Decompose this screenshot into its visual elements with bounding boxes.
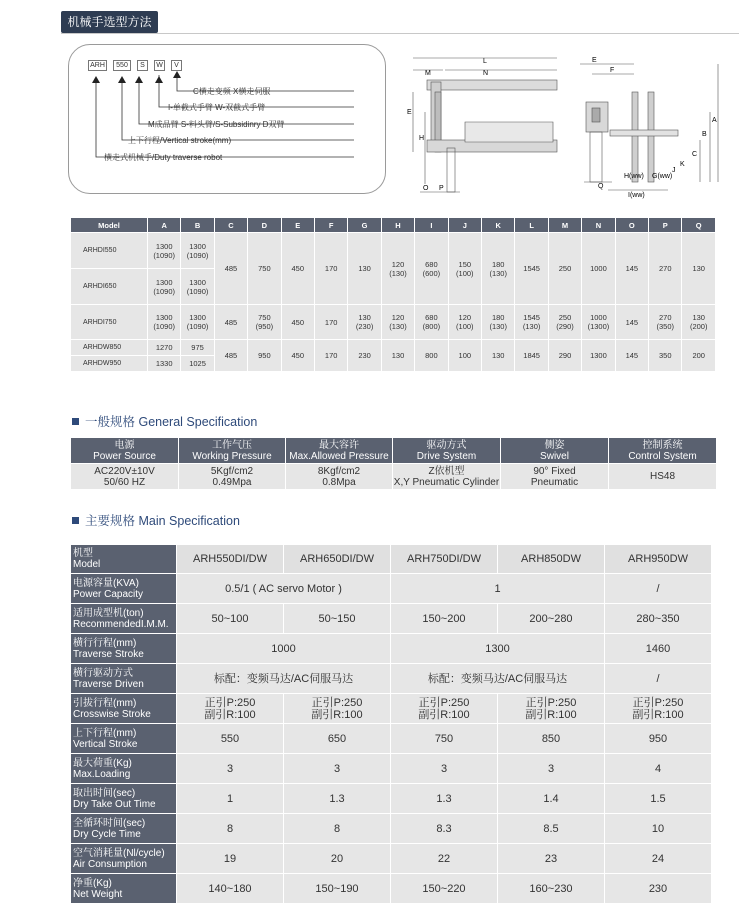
spec-cell: 1 bbox=[177, 784, 284, 814]
general-spec-title bbox=[72, 412, 257, 430]
spec-cell: 850 bbox=[498, 724, 605, 754]
dim-label-I: I(ww) bbox=[628, 192, 645, 199]
dim-cell: 130 bbox=[381, 340, 414, 372]
dim-cell: 270 bbox=[649, 233, 682, 305]
dim-label-M: M bbox=[425, 70, 431, 77]
dim-cell: 1300 (1090) bbox=[147, 305, 180, 340]
code-note-arm-stage: I-单截式手臂 W-双截式手臂 bbox=[168, 103, 266, 112]
table-row bbox=[71, 694, 712, 724]
bullet-square-icon bbox=[72, 517, 79, 524]
col-header: I bbox=[415, 218, 448, 233]
col-header: 驱动方式 Drive System bbox=[393, 438, 501, 464]
col-header: E bbox=[281, 218, 314, 233]
dim-cell: 145 bbox=[615, 340, 648, 372]
dim-label-H: H bbox=[419, 135, 425, 142]
code-note-arm-type: M成品臂 S-料头臂/S-Subsidinry D双臂 bbox=[148, 120, 285, 129]
model-cell: ARHDI750 bbox=[71, 305, 148, 340]
col-header: M bbox=[548, 218, 581, 233]
dim-cell: 100 bbox=[448, 340, 481, 372]
dim-cell: 485 bbox=[214, 233, 247, 305]
spec-cell: 1.3 bbox=[284, 784, 391, 814]
dim-cell: 1000 (1300) bbox=[582, 305, 615, 340]
spec-cell: 4 bbox=[605, 754, 712, 784]
dim-cell: 250 (290) bbox=[548, 305, 581, 340]
model-header: ARH850DW bbox=[498, 545, 605, 574]
spec-cell: 8Kgf/cm2 0.8Mpa bbox=[286, 464, 393, 490]
dim-cell: 450 bbox=[281, 340, 314, 372]
dim-cell: 1270 bbox=[147, 340, 180, 356]
spec-cell: 50~100 bbox=[177, 604, 284, 634]
col-header: N bbox=[582, 218, 615, 233]
spec-cell: 正引P:250 副引R:100 bbox=[391, 694, 498, 724]
spec-cell: 1.5 bbox=[605, 784, 712, 814]
dim-cell: 130 (230) bbox=[348, 305, 381, 340]
spec-cell: 160~230 bbox=[498, 874, 605, 904]
row-label: 横行行程(mm) Traverse Stroke bbox=[71, 634, 177, 664]
arrow-3 bbox=[135, 76, 143, 83]
table-row bbox=[71, 305, 716, 340]
spec-cell: 1.3 bbox=[391, 784, 498, 814]
table-row bbox=[71, 814, 712, 844]
spec-cell: 24 bbox=[605, 844, 712, 874]
col-header: 侧姿 Swivel bbox=[501, 438, 609, 464]
code-chip-drive: V bbox=[171, 60, 182, 71]
spec-cell: 20 bbox=[284, 844, 391, 874]
dim-label-K: K bbox=[680, 161, 685, 168]
col-header: C bbox=[214, 218, 247, 233]
row-label: 取出时间(sec) Dry Take Out Time bbox=[71, 784, 177, 814]
spec-cell: 标配：变频马达/AC伺服马达 bbox=[177, 664, 391, 694]
spec-cell: 正引P:250 副引R:100 bbox=[177, 694, 284, 724]
row-label: 空气消耗量(Nl/cycle) Air Consumption bbox=[71, 844, 177, 874]
dim-cell: 975 bbox=[181, 340, 214, 356]
arrow-5 bbox=[92, 76, 100, 83]
dim-cell: 270 (350) bbox=[649, 305, 682, 340]
table-row bbox=[71, 634, 712, 664]
spec-cell: 1300 bbox=[391, 634, 605, 664]
spec-cell: 正引P:250 副引R:100 bbox=[605, 694, 712, 724]
dim-label-E2: E bbox=[592, 57, 597, 64]
dim-cell: 680 (600) bbox=[415, 233, 448, 305]
spec-cell: 3 bbox=[391, 754, 498, 784]
spec-cell: Z依机型 X,Y Pneumatic Cylinder bbox=[393, 465, 500, 488]
main-spec-title-text: 主要规格 Main Specification bbox=[85, 514, 240, 528]
spec-cell: 5Kgf/cm2 0.49Mpa bbox=[179, 464, 286, 490]
dim-cell: 180 (130) bbox=[482, 305, 515, 340]
code-chip-arm: S bbox=[137, 60, 148, 71]
dim-cell: 230 bbox=[348, 340, 381, 372]
code-note-robot-type: 横走式机械手/Duty traverse robot bbox=[104, 153, 223, 162]
spec-cell: 10 bbox=[605, 814, 712, 844]
model-cell: ARHDW950 bbox=[71, 356, 148, 372]
spec-cell: / bbox=[605, 664, 712, 694]
dim-label-P: P bbox=[439, 185, 444, 192]
arrow-2 bbox=[155, 76, 163, 83]
spec-cell: 150~220 bbox=[391, 874, 498, 904]
arrow-4 bbox=[118, 76, 126, 83]
spec-cell: / bbox=[605, 574, 712, 604]
robot-side-view-drawing bbox=[572, 52, 722, 200]
bullet-square-icon bbox=[72, 418, 79, 425]
col-header: O bbox=[615, 218, 648, 233]
dim-cell: 1300 (1090) bbox=[147, 269, 180, 305]
spec-cell: 19 bbox=[177, 844, 284, 874]
dim-label-B: B bbox=[702, 131, 707, 138]
dim-cell: 1300 (1090) bbox=[181, 269, 214, 305]
spec-cell: 正引P:250 副引R:100 bbox=[284, 694, 391, 724]
dim-cell: 170 bbox=[314, 305, 347, 340]
dim-cell: 1545 bbox=[515, 233, 548, 305]
code-note-traverse-drive: C横走变频 X横走伺服 bbox=[193, 87, 271, 96]
dim-cell: 120 (100) bbox=[448, 305, 481, 340]
dim-cell: 450 bbox=[281, 305, 314, 340]
spec-cell: 140~180 bbox=[177, 874, 284, 904]
dim-cell: 130 bbox=[682, 233, 716, 305]
col-header: P bbox=[649, 218, 682, 233]
dimension-table bbox=[70, 217, 716, 372]
dimension-table-header bbox=[71, 218, 716, 233]
table-row bbox=[71, 874, 712, 904]
col-header: 工作气压 Working Pressure bbox=[179, 438, 286, 464]
col-header: Model bbox=[71, 218, 148, 233]
dim-cell: 485 bbox=[214, 305, 247, 340]
dim-label-N: N bbox=[483, 70, 489, 77]
spec-cell: HS48 bbox=[609, 464, 717, 490]
dim-label-H2: H(ww) bbox=[624, 173, 644, 180]
dim-cell: 170 bbox=[314, 233, 347, 305]
col-header: L bbox=[515, 218, 548, 233]
header-divider bbox=[61, 33, 739, 34]
model-header: ARH750DI/DW bbox=[391, 545, 498, 574]
table-row bbox=[71, 754, 712, 784]
dim-label-E: E bbox=[407, 109, 412, 116]
dim-cell: 130 bbox=[482, 340, 515, 372]
dim-cell: 145 bbox=[615, 305, 648, 340]
dim-label-L: L bbox=[483, 58, 487, 65]
dim-cell: 180 (130) bbox=[482, 233, 515, 305]
arrow-1 bbox=[173, 71, 181, 78]
model-cell: ARHDI650 bbox=[71, 269, 148, 305]
dim-cell: 170 bbox=[314, 340, 347, 372]
row-label: 全循环时间(sec) Dry Cycle Time bbox=[71, 814, 177, 844]
dim-label-F: F bbox=[610, 67, 615, 74]
col-header: H bbox=[381, 218, 414, 233]
col-header: 电源 Power Source bbox=[71, 438, 179, 464]
spec-cell: 950 bbox=[605, 724, 712, 754]
spec-cell: 3 bbox=[177, 754, 284, 784]
table-row bbox=[71, 604, 712, 634]
dim-cell: 130 bbox=[348, 233, 381, 305]
table-row bbox=[71, 724, 712, 754]
dim-label-A: A bbox=[712, 117, 717, 124]
spec-cell: 90° Fixed Pneumatic bbox=[501, 464, 609, 490]
main-spec-header bbox=[71, 545, 712, 574]
dim-cell: 485 bbox=[214, 340, 247, 372]
dim-cell: 680 (800) bbox=[415, 305, 448, 340]
dim-cell: 350 bbox=[649, 340, 682, 372]
col-header: D bbox=[248, 218, 281, 233]
spec-cell: 1 bbox=[391, 574, 605, 604]
section-tab-selection-method: 机械手选型方法 bbox=[61, 11, 158, 33]
spec-cell: 150~190 bbox=[284, 874, 391, 904]
col-header: B bbox=[181, 218, 214, 233]
row-label: 横行驱动方式 Traverse Driven bbox=[71, 664, 177, 694]
row-label: 电源容量(KVA) Power Capacity bbox=[71, 574, 177, 604]
dim-cell: 1545 (130) bbox=[515, 305, 548, 340]
col-header: F bbox=[314, 218, 347, 233]
dim-cell: 290 bbox=[548, 340, 581, 372]
main-spec-table bbox=[70, 544, 712, 904]
dim-cell: 450 bbox=[281, 233, 314, 305]
dim-label-C: C bbox=[692, 151, 698, 158]
dim-cell: 1000 bbox=[582, 233, 615, 305]
model-header: ARH950DW bbox=[605, 545, 712, 574]
dim-cell: 250 bbox=[548, 233, 581, 305]
col-header: A bbox=[147, 218, 180, 233]
dim-label-J: J bbox=[672, 167, 676, 174]
general-spec-table bbox=[70, 437, 717, 490]
dim-cell: 1330 bbox=[147, 356, 180, 372]
spec-cell: 750 bbox=[391, 724, 498, 754]
spec-cell: 8.3 bbox=[391, 814, 498, 844]
dim-cell: 120 (130) bbox=[381, 233, 414, 305]
dim-cell: 1845 bbox=[515, 340, 548, 372]
dim-cell: 145 bbox=[615, 233, 648, 305]
robot-front-view-drawing bbox=[405, 52, 560, 200]
dim-label-O: O bbox=[423, 185, 429, 192]
dim-cell: 130 (200) bbox=[682, 305, 716, 340]
col-header: Q bbox=[682, 218, 716, 233]
dim-cell: 1300 (1090) bbox=[181, 305, 214, 340]
table-row bbox=[71, 844, 712, 874]
row-label: 引拔行程(mm) Crosswise Stroke bbox=[71, 694, 177, 724]
dim-label-Q: Q bbox=[598, 183, 604, 190]
dim-cell: 800 bbox=[415, 340, 448, 372]
code-chip-series: ARH bbox=[88, 60, 107, 71]
spec-cell: 280~350 bbox=[605, 604, 712, 634]
dim-cell: 750 (950) bbox=[248, 305, 281, 340]
dim-cell: 120 (130) bbox=[381, 305, 414, 340]
table-row bbox=[71, 340, 716, 356]
spec-cell: 标配：变频马达/AC伺服马达 bbox=[391, 664, 605, 694]
row-label: 适用成型机(ton) RecommendedI.M.M. bbox=[71, 604, 177, 634]
spec-cell: 650 bbox=[284, 724, 391, 754]
model-cell: ARHDI550 bbox=[71, 233, 148, 269]
code-note-vertical-stroke: 上下行程/Vertical stroke(mm) bbox=[128, 136, 232, 145]
spec-cell: 1000 bbox=[177, 634, 391, 664]
col-header: 控制系统 Control System bbox=[609, 438, 717, 464]
col-header: 最大容许 Max.Allowed Pressure bbox=[286, 438, 393, 464]
table-row bbox=[71, 464, 717, 490]
spec-cell: 8.5 bbox=[498, 814, 605, 844]
dim-cell: 1300 (1090) bbox=[181, 233, 214, 269]
row-label: 机型 Model bbox=[71, 545, 177, 574]
code-chip-stage: W bbox=[154, 60, 165, 71]
spec-cell: 正引P:250 副引R:100 bbox=[498, 694, 605, 724]
row-label: 净重(Kg) Net Weight bbox=[71, 874, 177, 904]
col-header: G bbox=[348, 218, 381, 233]
table-row bbox=[71, 233, 716, 269]
spec-cell: 1.4 bbox=[498, 784, 605, 814]
spec-cell: 22 bbox=[391, 844, 498, 874]
dim-cell: 1300 (1090) bbox=[147, 233, 180, 269]
code-chip-stroke: 550 bbox=[113, 60, 131, 71]
spec-cell: 150~200 bbox=[391, 604, 498, 634]
model-header: ARH650DI/DW bbox=[284, 545, 391, 574]
spec-cell: 23 bbox=[498, 844, 605, 874]
general-spec-title-text: 一般规格 General Specification bbox=[85, 415, 258, 429]
row-label: 最大荷重(Kg) Max.Loading bbox=[71, 754, 177, 784]
spec-cell: 8 bbox=[177, 814, 284, 844]
col-header: K bbox=[482, 218, 515, 233]
table-row bbox=[71, 664, 712, 694]
dim-cell: 1025 bbox=[181, 356, 214, 372]
general-spec-header bbox=[71, 438, 717, 464]
main-spec-title bbox=[72, 511, 240, 529]
spec-cell: 8 bbox=[284, 814, 391, 844]
spec-cell: AC220V±10V 50/60 HZ bbox=[71, 464, 179, 490]
spec-cell: 1460 bbox=[605, 634, 712, 664]
spec-cell: 200~280 bbox=[498, 604, 605, 634]
dim-cell: 1300 bbox=[582, 340, 615, 372]
spec-cell: 550 bbox=[177, 724, 284, 754]
col-header: J bbox=[448, 218, 481, 233]
dim-cell: 200 bbox=[682, 340, 716, 372]
dim-cell: 150 (100) bbox=[448, 233, 481, 305]
spec-cell: 0.5/1 ( AC servo Motor ) bbox=[177, 574, 391, 604]
row-label: 上下行程(mm) Vertical Stroke bbox=[71, 724, 177, 754]
dim-cell: 750 bbox=[248, 233, 281, 305]
table-row bbox=[71, 574, 712, 604]
spec-cell: 230 bbox=[605, 874, 712, 904]
model-cell: ARHDW850 bbox=[71, 340, 148, 356]
dim-cell: 950 bbox=[248, 340, 281, 372]
spec-cell: 50~150 bbox=[284, 604, 391, 634]
table-row bbox=[71, 784, 712, 814]
spec-cell: 3 bbox=[284, 754, 391, 784]
dim-label-G: G(ww) bbox=[652, 173, 673, 180]
spec-cell: 3 bbox=[498, 754, 605, 784]
model-header: ARH550DI/DW bbox=[177, 545, 284, 574]
